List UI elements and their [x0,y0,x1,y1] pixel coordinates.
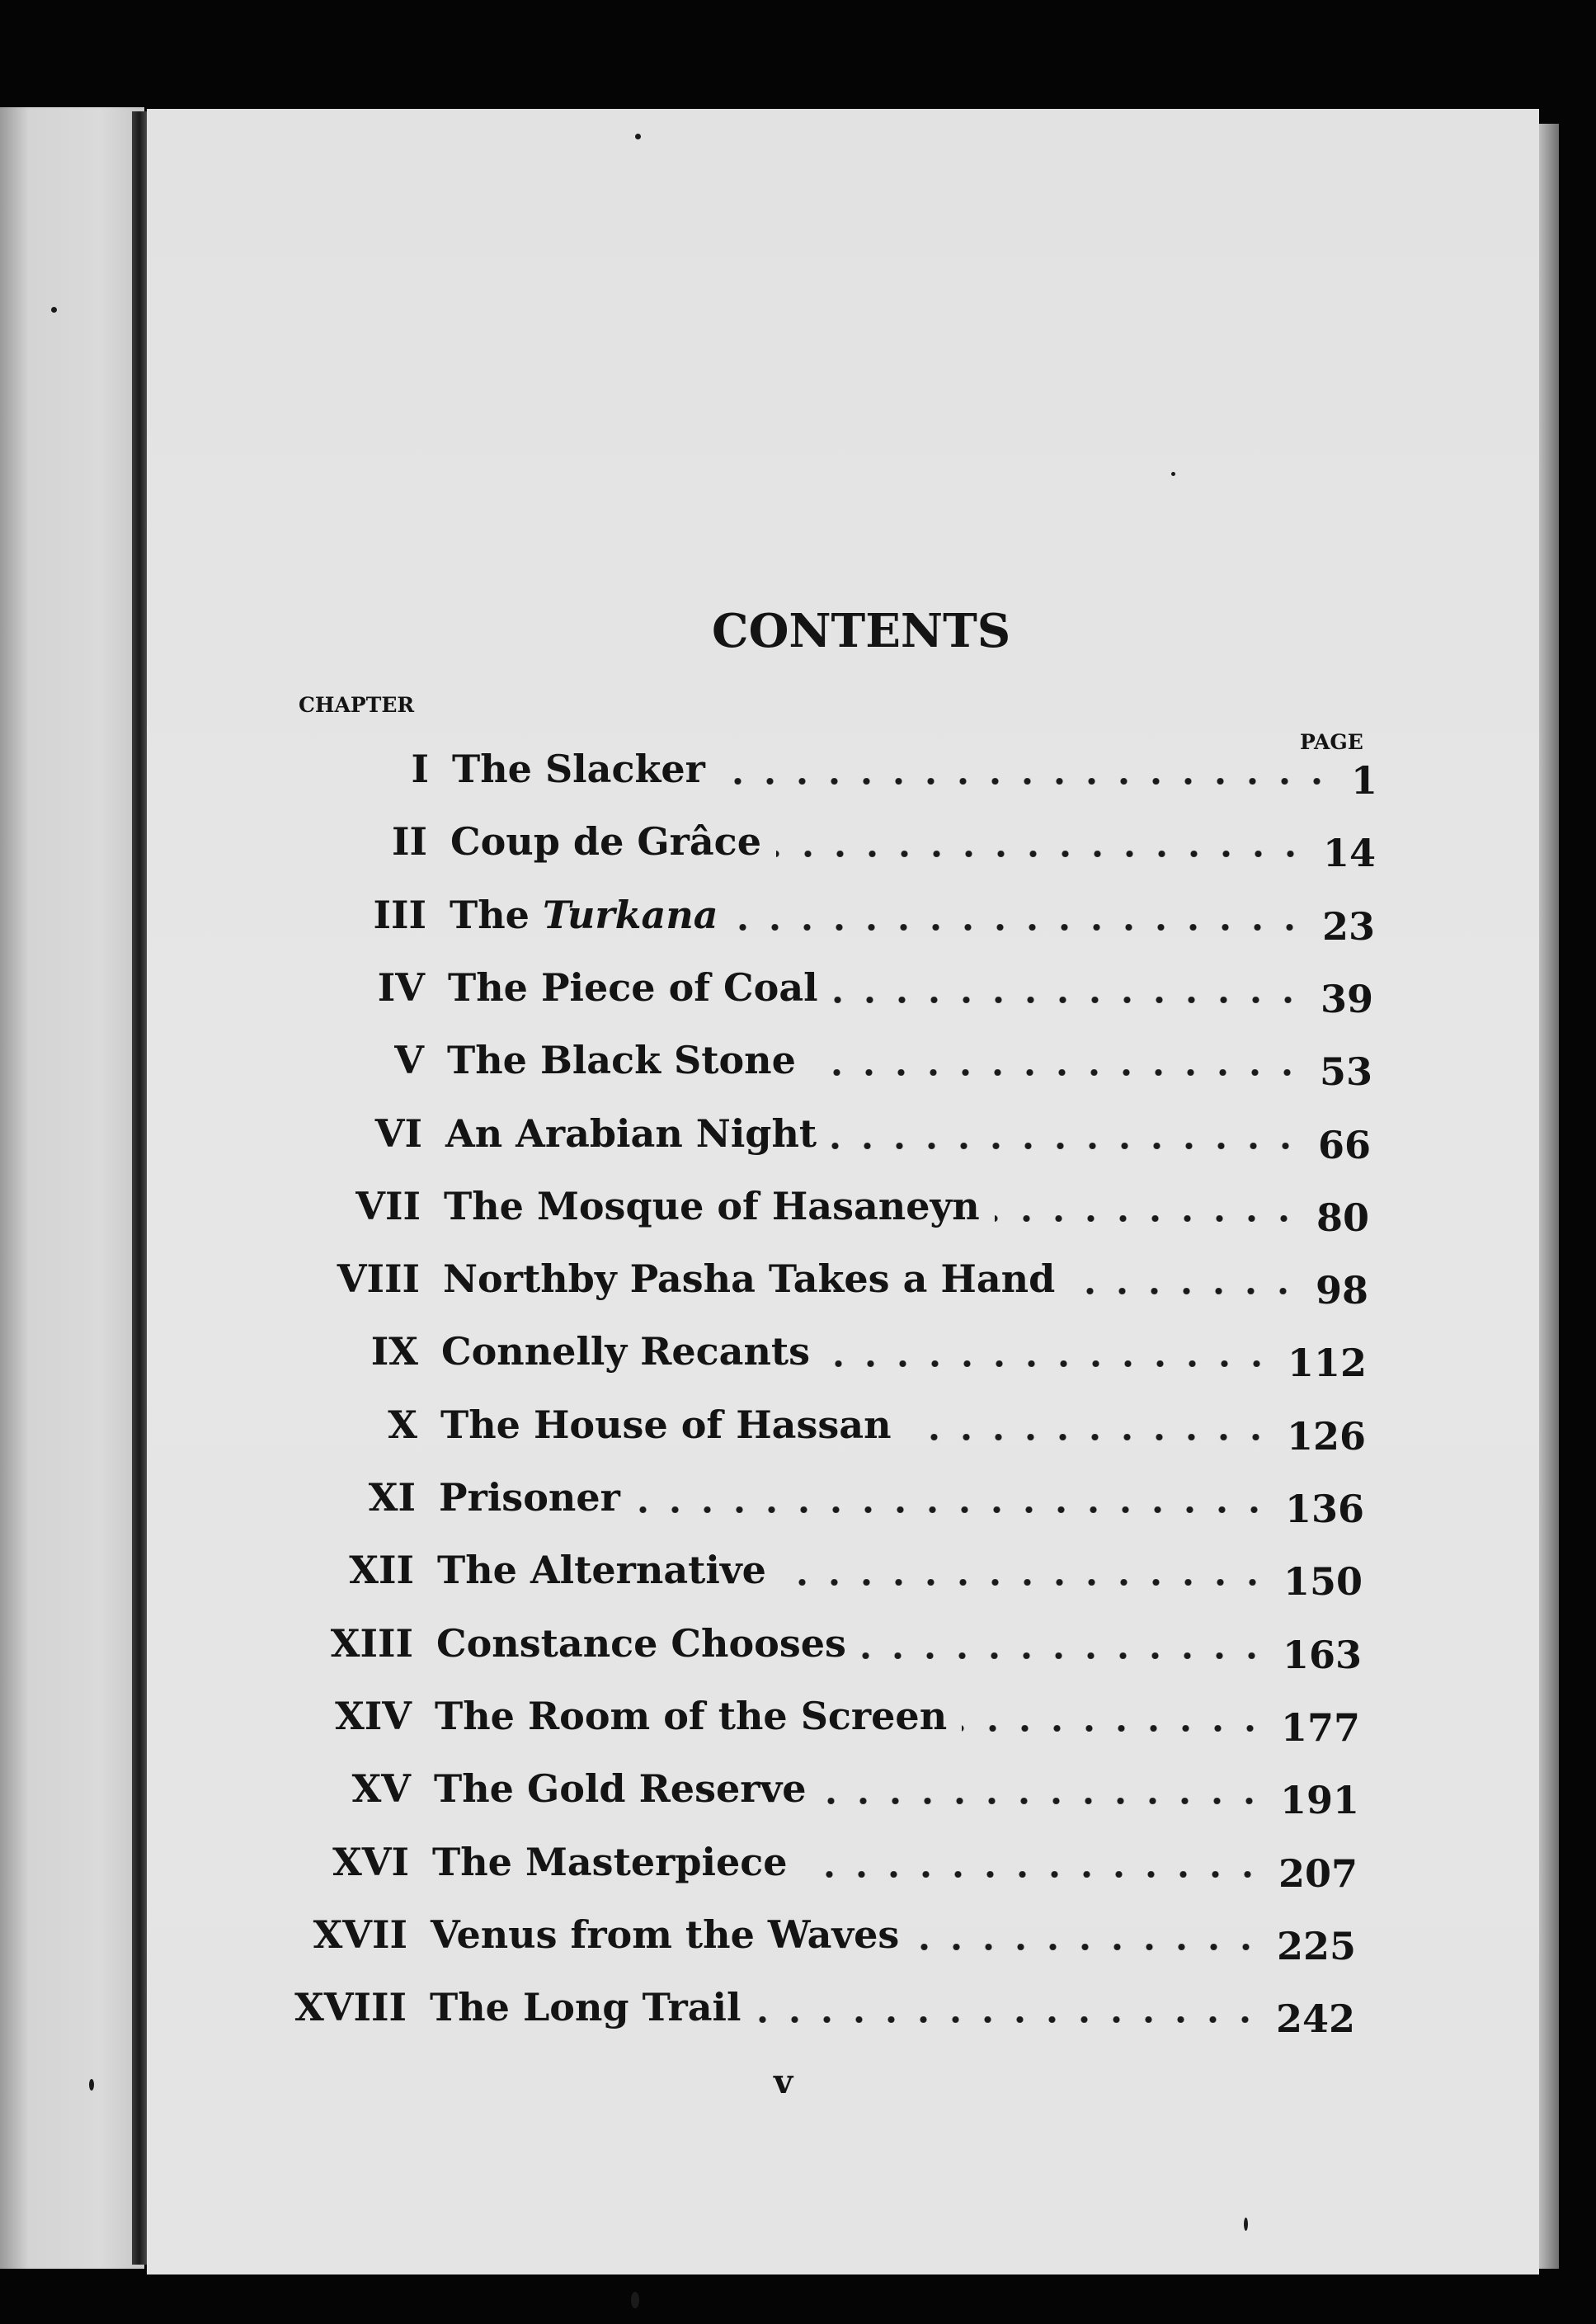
chapter-number: III [373,893,426,937]
page-number: 177 [1280,1705,1360,1750]
chapter-title: The Long Trail [430,1985,742,2029]
chapter-title: An Arabian Night [445,1111,817,1156]
chapter-number: XII [349,1548,414,1592]
page-number: 1 [1350,758,1377,803]
chapter-title: The Mosque of Hasaneyn [444,1184,980,1228]
chapter-title: The Piece of Coal [448,965,818,1010]
dot-leaders [821,1798,1265,1804]
dot-leaders [803,1871,1264,1878]
chapter-number: I [411,747,429,791]
chapter-number: XVIII [294,1985,407,2029]
dot-leaders [861,1652,1268,1659]
dust-speck [51,307,57,313]
dust-speck [1171,472,1175,476]
chapter-title: The Gold Reserve [434,1766,807,1811]
chapter-title: The Masterpiece [432,1840,788,1884]
chapter-column-label: CHAPTER [299,693,415,717]
page-number: 80 [1316,1195,1369,1240]
chapter-number: XVII [313,1912,407,1957]
dot-leaders [720,778,1333,785]
page-number: 163 [1282,1633,1362,1677]
page-number: 23 [1321,904,1375,949]
dot-leaders [756,2016,1261,2023]
dot-leaders [811,1069,1303,1076]
dot-leaders [995,1215,1300,1222]
chapter-title [450,893,718,937]
dot-leaders [914,1944,1262,1950]
dot-leaders [825,1360,1273,1367]
chapter-number: II [391,819,427,864]
dot-leaders [962,1725,1266,1732]
page-number: 126 [1286,1414,1366,1459]
chapter-number: XV [351,1766,411,1811]
dot-leaders [776,851,1306,857]
chapter-number: XIII [330,1621,413,1666]
page-number: 242 [1275,1996,1355,2041]
chapter-title-italic: Turkana [542,893,718,937]
chapter-title: Northby Pasha Takes a Hand [443,1256,1056,1301]
chapter-title-prefix: The [450,893,543,937]
chapter-title: The Room of the Screen [435,1694,948,1738]
chapter-number: VI [374,1111,422,1156]
page-number: 98 [1315,1268,1368,1313]
chapter-number: XIV [335,1694,412,1738]
chapter-title: Connelly Recants [441,1329,811,1374]
chapter-title: Constance Chooses [436,1621,846,1666]
chapter-title: Coup de Grâce [450,819,761,864]
dot-leaders [733,924,1306,931]
dust-speck [635,134,641,139]
dot-leaders [635,1506,1270,1513]
page-number: 136 [1284,1487,1364,1531]
facing-page-edge [0,107,144,2269]
dot-leaders [1070,1288,1299,1294]
page-number: 14 [1322,831,1376,875]
chapter-title: Prisoner [439,1475,620,1520]
chapter-number: VII [355,1184,421,1228]
contents-title: CONTENTS [712,604,1011,658]
dust-speck [1244,2218,1248,2231]
chapter-title: Venus from the Waves [431,1912,900,1957]
chapter-number: X [388,1402,417,1447]
page-right-edge [1539,124,1559,2269]
dot-leaders [831,1143,1302,1149]
dust-speck [631,2292,639,2308]
chapter-title: The Alternative [437,1548,766,1592]
chapter-number: V [394,1038,424,1082]
page-number: 53 [1319,1049,1372,1094]
page-number: 150 [1283,1559,1363,1604]
dot-leaders [781,1579,1269,1586]
dot-leaders [833,997,1304,1003]
page-folio: v [774,2062,793,2101]
dust-speck [89,2079,94,2091]
chapter-number: XI [368,1475,416,1520]
page-number: 66 [1317,1123,1371,1167]
book-gutter [132,111,147,2265]
chapter-title: The House of Hassan [440,1402,892,1447]
chapter-number: XVI [332,1840,409,1884]
page-column-label: PAGE [1300,730,1363,754]
chapter-title: The Black Stone [447,1038,796,1082]
chapter-number: VIII [337,1256,420,1301]
page-number: 39 [1320,977,1373,1021]
page-number: 112 [1287,1341,1367,1385]
dot-leaders [906,1434,1272,1440]
page-number: 225 [1276,1924,1356,1968]
chapter-number: IV [377,965,425,1010]
page-number: 191 [1279,1778,1359,1822]
chapter-title: The Slacker [452,747,705,791]
page-number: 207 [1278,1851,1358,1896]
chapter-number: IX [370,1329,418,1374]
